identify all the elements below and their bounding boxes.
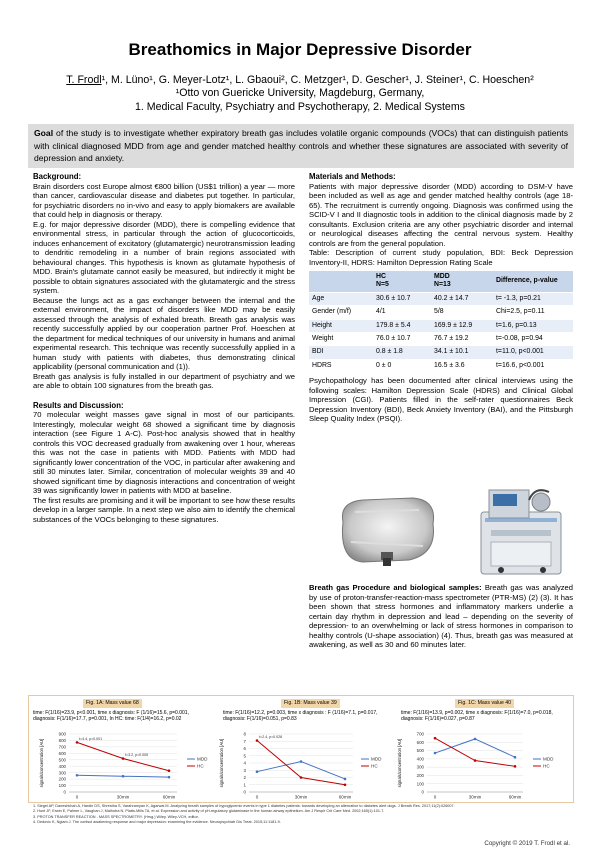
right-column <box>309 172 573 424</box>
data-point <box>344 778 347 781</box>
table-cell: t=1.6, p=0.13 <box>493 319 573 332</box>
y-axis-label: signals/concentration [AU] <box>219 738 224 788</box>
chart-2 <box>219 732 382 800</box>
y-tick-label: 700 <box>416 731 424 737</box>
table-cell: 5/8 <box>431 306 493 319</box>
reference-item: 3. PROTON TRANSFER REACTION - MASS SPECTROMETRY. (Hrsg.) Wiley. Wiley-VCH, editor. <box>33 814 199 819</box>
breath-bag-photo <box>333 492 441 568</box>
x-tick-label: 60min <box>162 794 176 800</box>
data-point <box>474 759 477 762</box>
figure-tag: Fig. 1A: Mass value 68 <box>83 699 142 708</box>
background-paragraph: Breath gas analysis is fully installed in our department of psychiatry and we are able to obtain 100 signatures from the breath gas. <box>33 371 295 390</box>
table-header-cell <box>309 271 373 292</box>
legend-label: MDD <box>543 756 554 762</box>
methods-paragraph: Patients with major depressive disorder (MDD) according to DSM-V have been included as well as age and gender matched healthy controls (age 18-65). The recruitment is currently ongoing. Diagnosis was confirmed using the SCID-V I and II diagnostic tools in addition to the clinical diagnosis made by 2 consultants. Exclusion criteria are any other psychiatric disorder and internal or neurological diseases affecting the central nervous system. Healthy controls are from the general population. <box>309 181 573 248</box>
figure-stats: time: F(1/16)=13.9, p=0.002, time x diagnosis: F(1/16)=7.0, p=0.018, diagnosis: F(1/16)=0.027, p=0.87 <box>401 710 553 723</box>
table-cell: Weight <box>309 333 373 346</box>
y-tick-label: 600 <box>58 750 66 756</box>
sampling-heading: Breath gas Procedure and biological samples: <box>309 583 482 592</box>
legend-label: HC <box>197 763 204 769</box>
y-tick-label: 700 <box>58 744 66 750</box>
x-tick-label: 30min <box>468 794 482 800</box>
table-cell: t=16.6, p<0.001 <box>493 359 573 372</box>
table-cell: 179.8 ± 5.4 <box>373 319 431 332</box>
sampling-text: Breath gas was analyzed by use of proton-transfer-reaction-mass spectrometer (PTR-MS) (2) (3). It has been shown that stress hormones and inflammatory markers underlie a certain day rhythm in depression and lead – depending on the severity of depression- to an overwhelming or lack of stress hormones in comparison to healthy controls (U-shape association) (4). Thus, breath gas was measured at awakening, as well as 30 and 60 minutes later. <box>309 583 573 649</box>
table-header-cell: Difference, p-value <box>493 271 573 292</box>
figure-panel <box>28 695 574 803</box>
table-row <box>309 359 573 372</box>
data-point <box>122 775 125 778</box>
poster-title: Breathomics in Major Depressive Disorder <box>128 40 472 59</box>
table-cell: 76.0 ± 10.7 <box>373 333 431 346</box>
x-tick-label: 60min <box>338 794 352 800</box>
y-tick-label: 300 <box>58 770 66 776</box>
figure-stats: time: F(1/16)=23.9, p<0.001, time x diagnosis: F (1/16)=15.6, p=0.001, diagnosis: F(1/16)=17.7, p=0.001, In HC: time: F(1/4)=16.2, p=0.02 <box>33 710 189 723</box>
data-point <box>76 741 79 744</box>
background-paragraph: Because the lungs act as a gas exchanger between the internal and the external environment, the impact of disorders like MDD may be easily assessed through the analysis of exhaled breath. Breath gas analysis was recently successfully applied by our cooperation partner Prof. Hoeschen at the department for medical techniques of our university in humans and animal experimental research. This technique was recently successfully applied in a human study with patients with diabetes, thus demonstrating clinical applicability (personal communication and (1)). <box>33 295 295 371</box>
table-cell: t= -1.3, p=0.21 <box>493 292 573 305</box>
results-paragraph: 70 molecular weight masses gave signal in most of our participants. Interestingly, molecular weight 68 showed a significant time by diagnosis interaction (see Figure 1 A-C). Post-hoc analysis showed that in healthy controls this VOC decreased gradually from awakening over 1 hour, whereas this was not the case in patients with MDD. Patients with MDD had significantly lower concentration of the VOC, in particular after awakening and still 30 minutes later. Similar, concentration of molecular weights 39 and 40 showed significant time by diagnosis interactions and concentration of weight 39 was significantly lower in patients with MDD at baseline. <box>33 410 295 495</box>
copyright: Copyright © 2019 T. Frodl et al. <box>484 840 570 847</box>
y-tick-label: 400 <box>58 763 66 769</box>
y-tick-label: 6 <box>243 746 246 752</box>
y-axis-label: signals/concentration [AU] <box>39 738 44 788</box>
background-paragraph: Brain disorders cost Europe almost €800 billion (US$1 trillion) a year — more than cancer, cardiovascular disease and diabetes put together. In particular, for psychiatric disorders no in-vivo and easy to apply biomakers are available that could help in diagnosis or therapy. <box>33 181 295 219</box>
table-caption: Table: Description of current study population, BDI: Beck Depression Inventory-II, HDRS: Hamilton Depression Rating Scale <box>309 248 573 267</box>
data-point <box>256 770 259 773</box>
goal-label: Goal <box>34 128 54 138</box>
goal-box <box>28 124 574 168</box>
author-block <box>0 74 600 114</box>
y-tick-label: 100 <box>416 781 424 787</box>
table-header-cell: MDD N=13 <box>431 271 493 292</box>
y-tick-label: 800 <box>58 738 66 744</box>
table-cell: 0.8 ± 1.8 <box>373 346 431 359</box>
methods-heading: Materials and Methods: <box>309 172 396 181</box>
y-tick-label: 600 <box>416 739 424 745</box>
line-charts <box>29 696 573 804</box>
table-cell: 76.7 ± 19.2 <box>431 333 493 346</box>
series-line-hc <box>77 742 169 770</box>
first-author: T. Frodl <box>66 74 102 86</box>
data-point <box>76 774 79 777</box>
table-row <box>309 346 573 359</box>
affiliation-line-2: 1. Medical Faculty, Psychiatry and Psychotherapy, 2. Medical Systems <box>135 100 465 113</box>
table-cell: BDI <box>309 346 373 359</box>
table-cell: 40.2 ± 14.7 <box>431 292 493 305</box>
annotation-label: t=4.4, p=0.001 <box>79 736 103 741</box>
data-point <box>300 760 303 763</box>
legend-label: HC <box>543 763 550 769</box>
y-tick-label: 7 <box>243 738 246 744</box>
x-tick-label: 0 <box>75 794 79 800</box>
affiliation-line-1: ¹Otto von Guericke University, Magdeburg, Germany, <box>175 87 425 100</box>
y-tick-label: 900 <box>58 731 66 737</box>
x-tick-label: 60min <box>508 794 522 800</box>
reference-item: 2. Hunt JF, Erwin E, Palmer L, Vaughan J, Malhotra N, Platts-Mills TA, et al. Expression and activity of pH-regulatory glutaminase in the human airway epithelium. Am J Respir Crit Care Med. 2002;165(1):101-7. <box>33 809 385 814</box>
table-cell: Age <box>309 292 373 305</box>
y-tick-label: 0 <box>421 789 424 795</box>
legend-label: HC <box>371 763 378 769</box>
y-tick-label: 300 <box>416 764 424 770</box>
table-cell: t=-0.08, p=0.94 <box>493 333 573 346</box>
background-paragraph: E.g. for major depressive disorder (MDD), there is compelling evidence that environmental stress, in particular through the action of glucocorticoids, induces enhancement of excitatory (glutamatergic) neurotransmission leading to dendritic remodeling in a number of brain regions associated with behavioural changes. This hypothesis is known as glutamate hypothesis of MDD. Brain's glutamate cannot easily be measured, but indirectly it might be possible to obtain signatures associated with the glutamatergic and the stress system. <box>33 219 295 295</box>
author-line <box>0 74 600 87</box>
table-cell: 169.9 ± 12.9 <box>431 319 493 332</box>
table-cell: 0 ± 0 <box>373 359 431 372</box>
y-tick-label: 0 <box>243 789 246 795</box>
table-cell: Chi=2.5, p=0.11 <box>493 306 573 319</box>
table-cell: t=11.0, p<0.001 <box>493 346 573 359</box>
y-tick-label: 2 <box>243 775 246 781</box>
y-tick-label: 200 <box>58 776 66 782</box>
x-tick-label: 30min <box>294 794 308 800</box>
data-point <box>434 737 437 740</box>
y-tick-label: 3 <box>243 767 246 773</box>
data-point <box>434 752 437 755</box>
table-row <box>309 333 573 346</box>
background-heading: Background: <box>33 172 82 181</box>
table-cell: Height <box>309 319 373 332</box>
y-tick-label: 500 <box>416 748 424 754</box>
annotation-label: t=3.2, p=0.005 <box>125 752 149 757</box>
y-tick-label: 100 <box>58 783 66 789</box>
reference-item: 1. Siegel AP, Daneshkhah A, Hardin DS, Shrestha S, Varahramyan K, Agarwal M. Analyzing breath samples of hypoglycemic events in type 1 diabetes patients: towards developing an alternative to diabetes alert dogs. J Breath Res. 2017;11(2):026007. <box>33 804 455 808</box>
table-cell: 30.6 ± 10.7 <box>373 292 431 305</box>
reference-item: 4. Dedovic K, Ngiam J. The cortisol awakening response and major depression: examining the evidence. Neuropsychiatr Dis Treat. 2015;11:1181-9. <box>33 819 281 824</box>
data-point <box>256 739 259 742</box>
table-cell: Gender (m/f) <box>309 306 373 319</box>
legend-label: MDD <box>197 756 208 762</box>
data-point <box>168 769 171 772</box>
chart-3 <box>397 732 554 800</box>
chart-1 <box>39 732 208 800</box>
photos-row <box>309 482 573 578</box>
y-tick-label: 200 <box>416 773 424 779</box>
y-tick-label: 400 <box>416 756 424 762</box>
references <box>33 804 573 825</box>
legend-label: MDD <box>371 756 382 762</box>
table-cell: 34.1 ± 10.1 <box>431 346 493 359</box>
y-tick-label: 5 <box>243 753 246 759</box>
data-point <box>514 756 517 759</box>
y-tick-label: 0 <box>63 789 66 795</box>
results-paragraph: The first results are promising and it will be important to see how these results develop in a larger sample. In a next step we also aim to identify the chemical substances of the VOCs belonging to these signatures. <box>33 495 295 524</box>
y-tick-label: 4 <box>243 760 246 766</box>
results-heading: Results and Discussion: <box>33 400 124 410</box>
sampling-section <box>309 583 573 650</box>
data-point <box>122 757 125 760</box>
table-row <box>309 319 573 332</box>
y-tick-label: 500 <box>58 757 66 763</box>
table-row <box>309 292 573 305</box>
y-tick-label: 8 <box>243 731 246 737</box>
figure-stats: time: F(1/16)=12.2, p=0.003, time x diagnosis : F (1/16)=7.1, p=0.017, diagnosis: F(1/16)=0.051, p=0.83 <box>223 710 378 723</box>
data-point <box>344 783 347 786</box>
other-authors: ¹, M. Lüno¹, G. Meyer-Lotz¹, L. Gbaoui², C. Metzger¹, D. Gescher¹, J. Steiner¹, C. Hoeschen² <box>101 74 534 86</box>
table-cell: 4/1 <box>373 306 431 319</box>
data-point <box>300 776 303 779</box>
figure-tag: Fig. 1C: Mass value 40 <box>455 699 514 708</box>
data-point <box>168 776 171 779</box>
x-tick-label: 0 <box>433 794 437 800</box>
methods-paragraph: Psychopathology has been documented after clinical interviews using the following scales: Hamilton Depression Scale (HDRS) and Clinical Global Impression (CGI). Patients filled in the self-rater questionnaires Beck Depression Inventory (BDI), Beck Anxiety Inventory (BAI), and the Pittsburgh Sleep Quality Index (PSQI). <box>309 376 573 424</box>
table-row <box>309 306 573 319</box>
goal-text: of the study is to investigate whether expiratory breath gas includes volatile organic compounds (VOCs) that can distinguish patients with clinical diagnosed MDD from age and gender matched healthy controls and whether these signatures are associated with severity of depression and anxiety. <box>34 128 568 164</box>
left-column <box>33 172 295 524</box>
x-tick-label: 0 <box>255 794 259 800</box>
table-cell: 16.5 ± 3.6 <box>431 359 493 372</box>
y-tick-label: 1 <box>243 782 246 788</box>
figure-tag: Fig. 1B: Mass value 39 <box>281 699 340 708</box>
table-header-row <box>309 271 573 292</box>
table-cell: HDRS <box>309 359 373 372</box>
x-tick-label: 30min <box>116 794 130 800</box>
ptr-ms-device-photo <box>471 482 571 578</box>
annotation-label: t=2.4, p=0.028 <box>259 735 283 740</box>
series-line-mdd <box>435 739 515 757</box>
demographics-table <box>309 271 573 373</box>
table-header-cell: HC N=5 <box>373 271 431 292</box>
y-axis-label: signals/concentration [AU] <box>397 738 402 788</box>
data-point <box>514 765 517 768</box>
data-point <box>474 738 477 741</box>
